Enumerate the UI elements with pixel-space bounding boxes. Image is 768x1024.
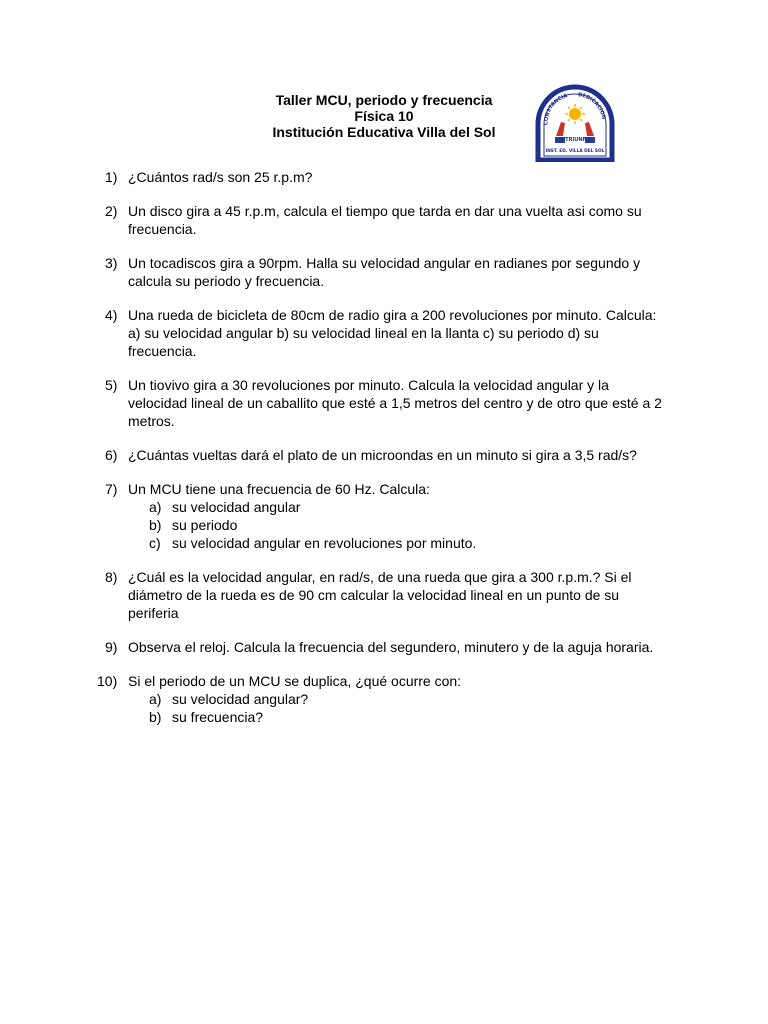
question-text: Una rueda de bicicleta de 80cm de radio gira a 200 revoluciones por minuto. Calcula: a) su velocidad angular b) su velocidad lineal en la llanta c) su periodo d) su frecuencia. [128,307,657,359]
sub-question-letter: b) [149,517,162,533]
sub-question-letter: a) [149,499,162,515]
sub-question-text: su velocidad angular en revoluciones por minuto. [172,535,477,551]
question-text: Observa el reloj. Calcula la frecuencia del segundero, minutero y de la aguja horaria. [128,639,654,655]
crest-arc-left: CONSTANCIA [543,93,569,126]
question-number: 7) [105,481,118,497]
school-name: Institución Educativa Villa del Sol [272,124,496,140]
question-item [105,568,665,622]
sub-question [128,708,665,726]
worksheet-header [240,92,528,140]
question-item [105,638,665,656]
question-number: 8) [105,569,118,585]
question-number: 3) [105,255,118,271]
school-crest-icon [534,82,616,162]
sub-question [128,516,665,534]
crest-school-name: INST. ED. VILLA DEL SOL [545,149,605,154]
question-text: Un disco gira a 45 r.p.m, calcula el tiempo que tarda en dar una vuelta asi como su frecuencia. [128,203,642,237]
sub-question-text: su velocidad angular? [172,691,309,707]
worksheet-title: Taller MCU, periodo y frecuencia [275,92,493,108]
question-item [105,168,665,186]
sub-question-letter: b) [149,709,162,725]
sub-question-letter: a) [149,691,162,707]
crest-arc-right: DEDICACION [577,92,607,120]
crest-motto: Y TRIUNFO [559,137,591,143]
question-text: ¿Cuántos rad/s son 25 r.p.m? [128,169,313,185]
question-item [97,672,665,726]
question-item [105,306,665,360]
question-number: 9) [105,639,118,655]
sub-question-text: su periodo [172,517,238,533]
sub-question-letter: c) [149,535,161,551]
question-number: 1) [105,169,118,185]
sub-question-text: su velocidad angular [172,499,301,515]
question-text: Un tiovivo gira a 30 revoluciones por minuto. Calcula la velocidad angular y la velocidad lineal de un caballito que esté a 1,5 metros del centro y de otro que esté a 2 metros. [128,377,662,429]
sub-question-list [128,690,665,726]
sub-question [128,534,665,552]
sub-question-text: su frecuencia? [172,709,264,725]
question-number: 5) [105,377,118,393]
sub-question [128,498,665,516]
question-list [97,168,665,726]
question-item [105,202,665,238]
question-number: 6) [105,447,118,463]
question-text: ¿Cuántas vueltas dará el plato de un microondas en un minuto si gira a 3,5 rad/s? [128,447,637,463]
question-item [105,480,665,552]
question-item [105,254,665,290]
question-text: Un tocadiscos gira a 90rpm. Halla su velocidad angular en radianes por segundo y calcula su periodo y frecuencia. [128,255,641,289]
sun-icon [565,104,585,124]
subject-label: Física 10 [354,108,414,124]
question-text: Un MCU tiene una frecuencia de 60 Hz. Calcula: [128,481,430,497]
sub-question-list [128,498,665,552]
question-number: 4) [105,307,118,323]
question-text: Si el periodo de un MCU se duplica, ¿qué ocurre con: [128,673,462,689]
question-item [105,376,665,430]
question-text: ¿Cuál es la velocidad angular, en rad/s, de una rueda que gira a 300 r.p.m.? Si el diámetro de la rueda es de 90 cm calcular la velocidad lineal en un punto de su periferia [128,569,632,621]
question-number: 10) [97,673,118,689]
question-item [105,446,665,464]
question-number: 2) [105,203,118,219]
sub-question [128,690,665,708]
